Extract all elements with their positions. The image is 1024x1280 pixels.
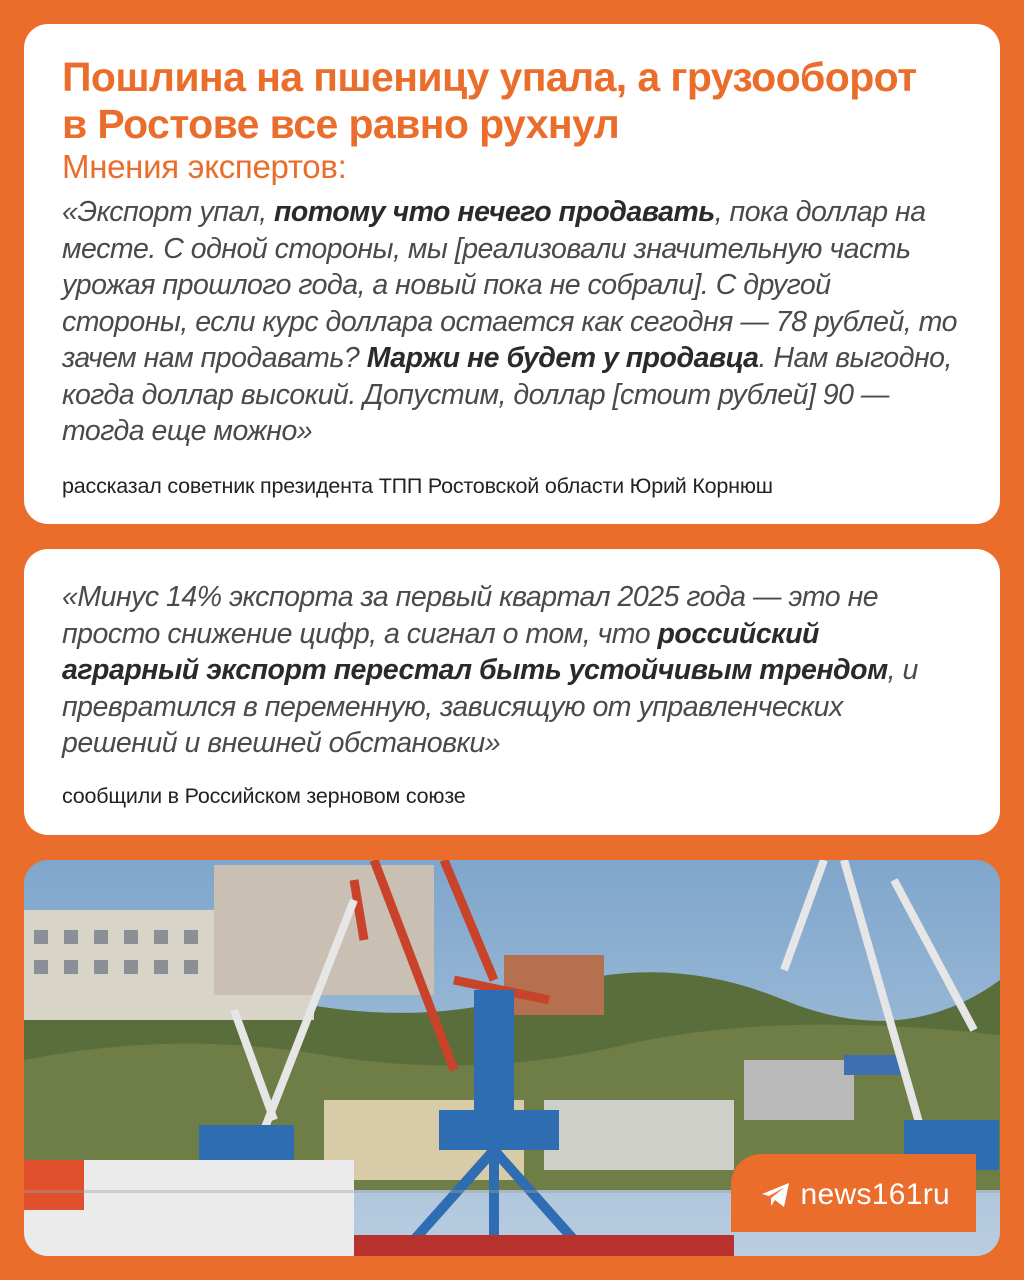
headline-line-2: в Ростове все равно рухнул bbox=[62, 101, 620, 147]
quote-1-source: рассказал советник президента ТПП Ростовской области Юрий Корнюш bbox=[62, 473, 773, 498]
quote-1-part-1: «Экспорт упал, bbox=[62, 196, 274, 228]
badge-text: news161ru bbox=[800, 1178, 950, 1211]
quote-2 bbox=[62, 579, 962, 762]
quote-1 bbox=[62, 194, 962, 450]
quote-1-bold-1: потому что нечего продавать bbox=[273, 196, 715, 228]
expert-card-1 bbox=[24, 24, 1000, 524]
subtitle: Мнения экспертов: bbox=[62, 148, 347, 185]
quote-2-bold-1: российский аграрный экспорт перестал быть устойчивым трендом bbox=[62, 617, 888, 686]
quote-1-part-3: . Нам выгодно, когда доллар высокий. Допустим, доллар [стоит рублей] 90 — тогда еще можно» bbox=[62, 342, 952, 447]
port-cranes-photo bbox=[24, 860, 1000, 1256]
headline bbox=[62, 54, 962, 148]
quote-1-part-2: , пока доллар на месте. С одной стороны, мы [реализовали значительную часть урожая прошлого года, а новый пока не собрали]. С другой стороны, если курс доллара остается как сегодня — 78 рублей, то зачем нам продавать? bbox=[62, 196, 957, 374]
headline-line-1: Пошлина на пшеницу упала, а грузооборот bbox=[62, 54, 917, 100]
expert-card-2 bbox=[24, 549, 1000, 835]
telegram-icon bbox=[761, 1182, 791, 1208]
quote-1-bold-2: Маржи не будет у продавца bbox=[366, 342, 759, 374]
quote-2-source: сообщили в Российском зерновом союзе bbox=[62, 783, 466, 808]
quote-2-part-1: «Минус 14% экспорта за первый квартал 2025 года — это не просто снижение цифр, а сигнал о том, что bbox=[62, 581, 879, 650]
news-badge[interactable] bbox=[731, 1154, 976, 1232]
quote-2-part-2: , и превратился в переменную, зависящую от управленческих решений и внешней обстановки» bbox=[62, 654, 918, 759]
